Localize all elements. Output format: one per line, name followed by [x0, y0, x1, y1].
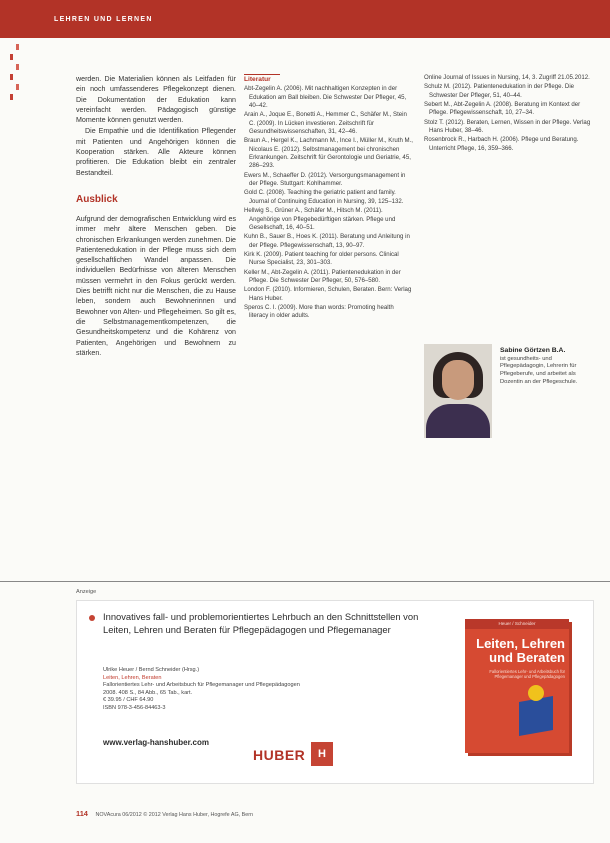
- reference-entry: Kuhn B., Sauer B., Hoes K. (2011). Beratung und Anleitung in der Pflege. Pflegewissenschaft, 13, 90–97.: [244, 233, 410, 249]
- ad-divider: [0, 581, 610, 582]
- ad-book-name: Leiten, Lehren, Beraten: [103, 674, 162, 681]
- ad-editors: Ulrike Heuer / Bernd Schneider (Hrsg.): [103, 667, 200, 673]
- ad-book-details: [103, 667, 343, 713]
- footer-citation: NOVAcura 06/2012 © 2012 Verlag Hans Huber, Hogrefe AG, Bern: [95, 812, 254, 818]
- book-cover-subtitle: Fallorientiertes Lehr- und Arbeitsbuch für Pflegemanager und Pflegepädagogen: [489, 669, 565, 680]
- margin-mark: [16, 44, 19, 50]
- body-paragraph: werden. Die Materialien können als Leitfaden für ein noch umfassenderes Pflegekonzept dienen. Die Dokumentation der Edukation kann vereinfacht werden. Pädagogisch günstige Momente können genutzt werden.: [76, 75, 236, 125]
- reference-entry: Sebert M., Abt-Zegelin A. (2008). Beratung im Kontext der Pflege. Pflegewissenschaft, 10, 27–34.: [424, 101, 581, 117]
- margin-mark: [10, 94, 13, 100]
- reference-entry: Abt-Zegelin A. (2006). Mit nachhaltigen Konzepten in der Edukation am Ball bleiben. Die Schwester Der Pfleger, 45, 40–42.: [244, 85, 407, 110]
- reference-list: [244, 85, 414, 320]
- reference-entry: Ewers M., Schaeffer D. (2012). Versorgungsmanagement in der Pflege. Stuttgart: Kohlhammer.: [244, 171, 406, 188]
- literature-column: [244, 74, 414, 322]
- publisher-link[interactable]: www.verlag-hanshuber.com: [103, 738, 209, 747]
- logo-wordmark: HUBER: [253, 747, 306, 763]
- reference-entry: Stolz T. (2012). Beraten, Lernen, Wissen in der Pflege. Verlag Hans Huber, 38–46.: [424, 118, 591, 135]
- section-title: LEHREN UND LERNEN: [54, 16, 153, 23]
- margin-mark: [10, 74, 13, 80]
- ball-illustration: [528, 685, 544, 701]
- reference-entry: Hellwig S., Grüner A., Schäfer M., Hitsch M. (2011). Angehörige von Pflegebedürftigen stärken. Pflege und Gesellschaft, 16, 40–51.: [244, 207, 396, 231]
- body-paragraph: Aufgrund der demografischen Entwicklung wird es immer mehr ältere Menschen geben. Die chronischen Erkrankungen werden zunehmen. Die Patientenedukation in der Pflege muss sich dem gesellschaftlichen Wandel anpassen. Die individuellen Bedürfnisse von älteren Menschen müssen vermehrt in den Fokus gerückt werden. Dies betrifft nicht nur die Menschen, die zu Hause leben, sondern auch Bewohnerinnen und Bewohner von Alten- und Pflegeheimen. So gilt es, die Selbstmanagementkompetenzen, die Gesundheitskompetenz und die Kohärenz von Patienten, Angehörigen und Bewohnern zu stärken.: [76, 214, 236, 357]
- literature-heading: Literatur: [244, 74, 280, 84]
- reference-entry: Online Journal of Issues in Nursing, 14, 3. Zugriff 21.05.2012.: [424, 74, 590, 81]
- ad-book-isbn: ISBN 978-3-456-84463-3: [103, 704, 166, 711]
- reference-entry: London F. (2010). Informieren, Schulen, Beraten. Bern: Verlag Hans Huber.: [244, 286, 412, 302]
- photo-face: [442, 360, 474, 400]
- logo-hh-icon: H: [311, 742, 333, 766]
- book-cover-author: Heuer / Schneider: [465, 619, 569, 629]
- author-bio: ist gesundheits- und Pflegepädagogin, Lehrerin für Pflegeberufe, und arbeitet als Dozentin an der Pflegeschule.: [500, 355, 578, 385]
- reference-entry: Arain A., Joque E., Bonetti A., Hemmer C., Schäfer M., Stein C. (2009). In Lücken investieren. Zeitschrift für Gesundheitswissenschaften, 31, 42–46.: [244, 111, 407, 136]
- margin-mark: [16, 64, 19, 70]
- publisher-logo: [253, 741, 353, 767]
- ad-book-specs: 2008. 408 S., 84 Abb., 65 Tab., kart.: [103, 689, 193, 696]
- literature-column-continued: [424, 74, 592, 154]
- ad-headline: Innovatives fall- und problemorientiertes Lehrbuch an den Schnittstellen von Leiten, Lehren und Beraten für Pflegepädagogen und Pflegemanager: [103, 611, 419, 635]
- reference-entry: Keller M., Abt-Zegelin A. (2011). Patientenedukation in der Pflege. Die Schwester Der Pfleger, 50, 576–580.: [244, 268, 401, 284]
- body-paragraph: Die Empathie und die Identifikation Pflegender mit Patienten und Angehörigen können die Kooperation stärken. Alle Akteure können profitieren. Die Edukation bleibt ein zentraler Bestandteil.: [76, 127, 236, 177]
- page-footer: [76, 809, 253, 818]
- body-column: [76, 74, 236, 359]
- reference-entry: Kirk K. (2009). Patient teaching for older persons. Clinical Nurse Specialist, 23, 301–303.: [244, 250, 399, 267]
- ad-label: Anzeige: [76, 589, 97, 595]
- book-cover-image: [465, 619, 569, 753]
- bullet-icon: [89, 615, 95, 621]
- advertisement[interactable]: [76, 600, 594, 784]
- reference-entry: Gold C. (2008). Teaching the geriatric patient and family. Journal of Continuing Education in Nursing, 39, 125–132.: [244, 189, 404, 205]
- section-heading: Ausblick: [76, 193, 118, 205]
- reference-entry: Braun A., Hergel K., Lachmann M., Ince I., Müller M., Kruth M., Nicolaus E. (2012). Selbstmanagement bei chronischen Erkrankungen. Zeitschrift für Gerontologie und Geriatrie, 45, 286–293.: [244, 137, 413, 170]
- cube-illustration: [519, 696, 553, 736]
- margin-mark: [10, 54, 13, 60]
- ad-book-subtitle: Fallorientiertes Lehr- und Arbeitsbuch für Pflegemanager und Pflegepädagogen: [103, 682, 300, 689]
- reference-entry: Rosenbrock R., Harbach H. (2006). Pflege und Beratung. Unterricht Pflege, 16, 359–366.: [424, 136, 579, 152]
- author-info: [500, 347, 594, 387]
- photo-body: [426, 404, 490, 438]
- ad-book-price: € 39.95 / CHF 64.90: [103, 697, 154, 704]
- book-cover-title: Leiten, Lehren und Beraten: [476, 636, 565, 665]
- reference-entry: Speros C. I. (2009). More than words: Promoting health literacy in older adults.: [244, 303, 394, 320]
- margin-mark: [16, 84, 19, 90]
- header-band: [0, 0, 610, 38]
- reference-entry: Schulz M. (2012). Patientenedukation in der Pflege. Die Schwester Der Pfleger, 51, 40–44.: [424, 83, 575, 99]
- author-photo: [424, 344, 492, 438]
- page-number: 114: [76, 809, 88, 818]
- margin-marks: [6, 44, 24, 104]
- reference-list: [424, 74, 592, 153]
- author-name: Sabine Görtzen B.A.: [500, 347, 566, 354]
